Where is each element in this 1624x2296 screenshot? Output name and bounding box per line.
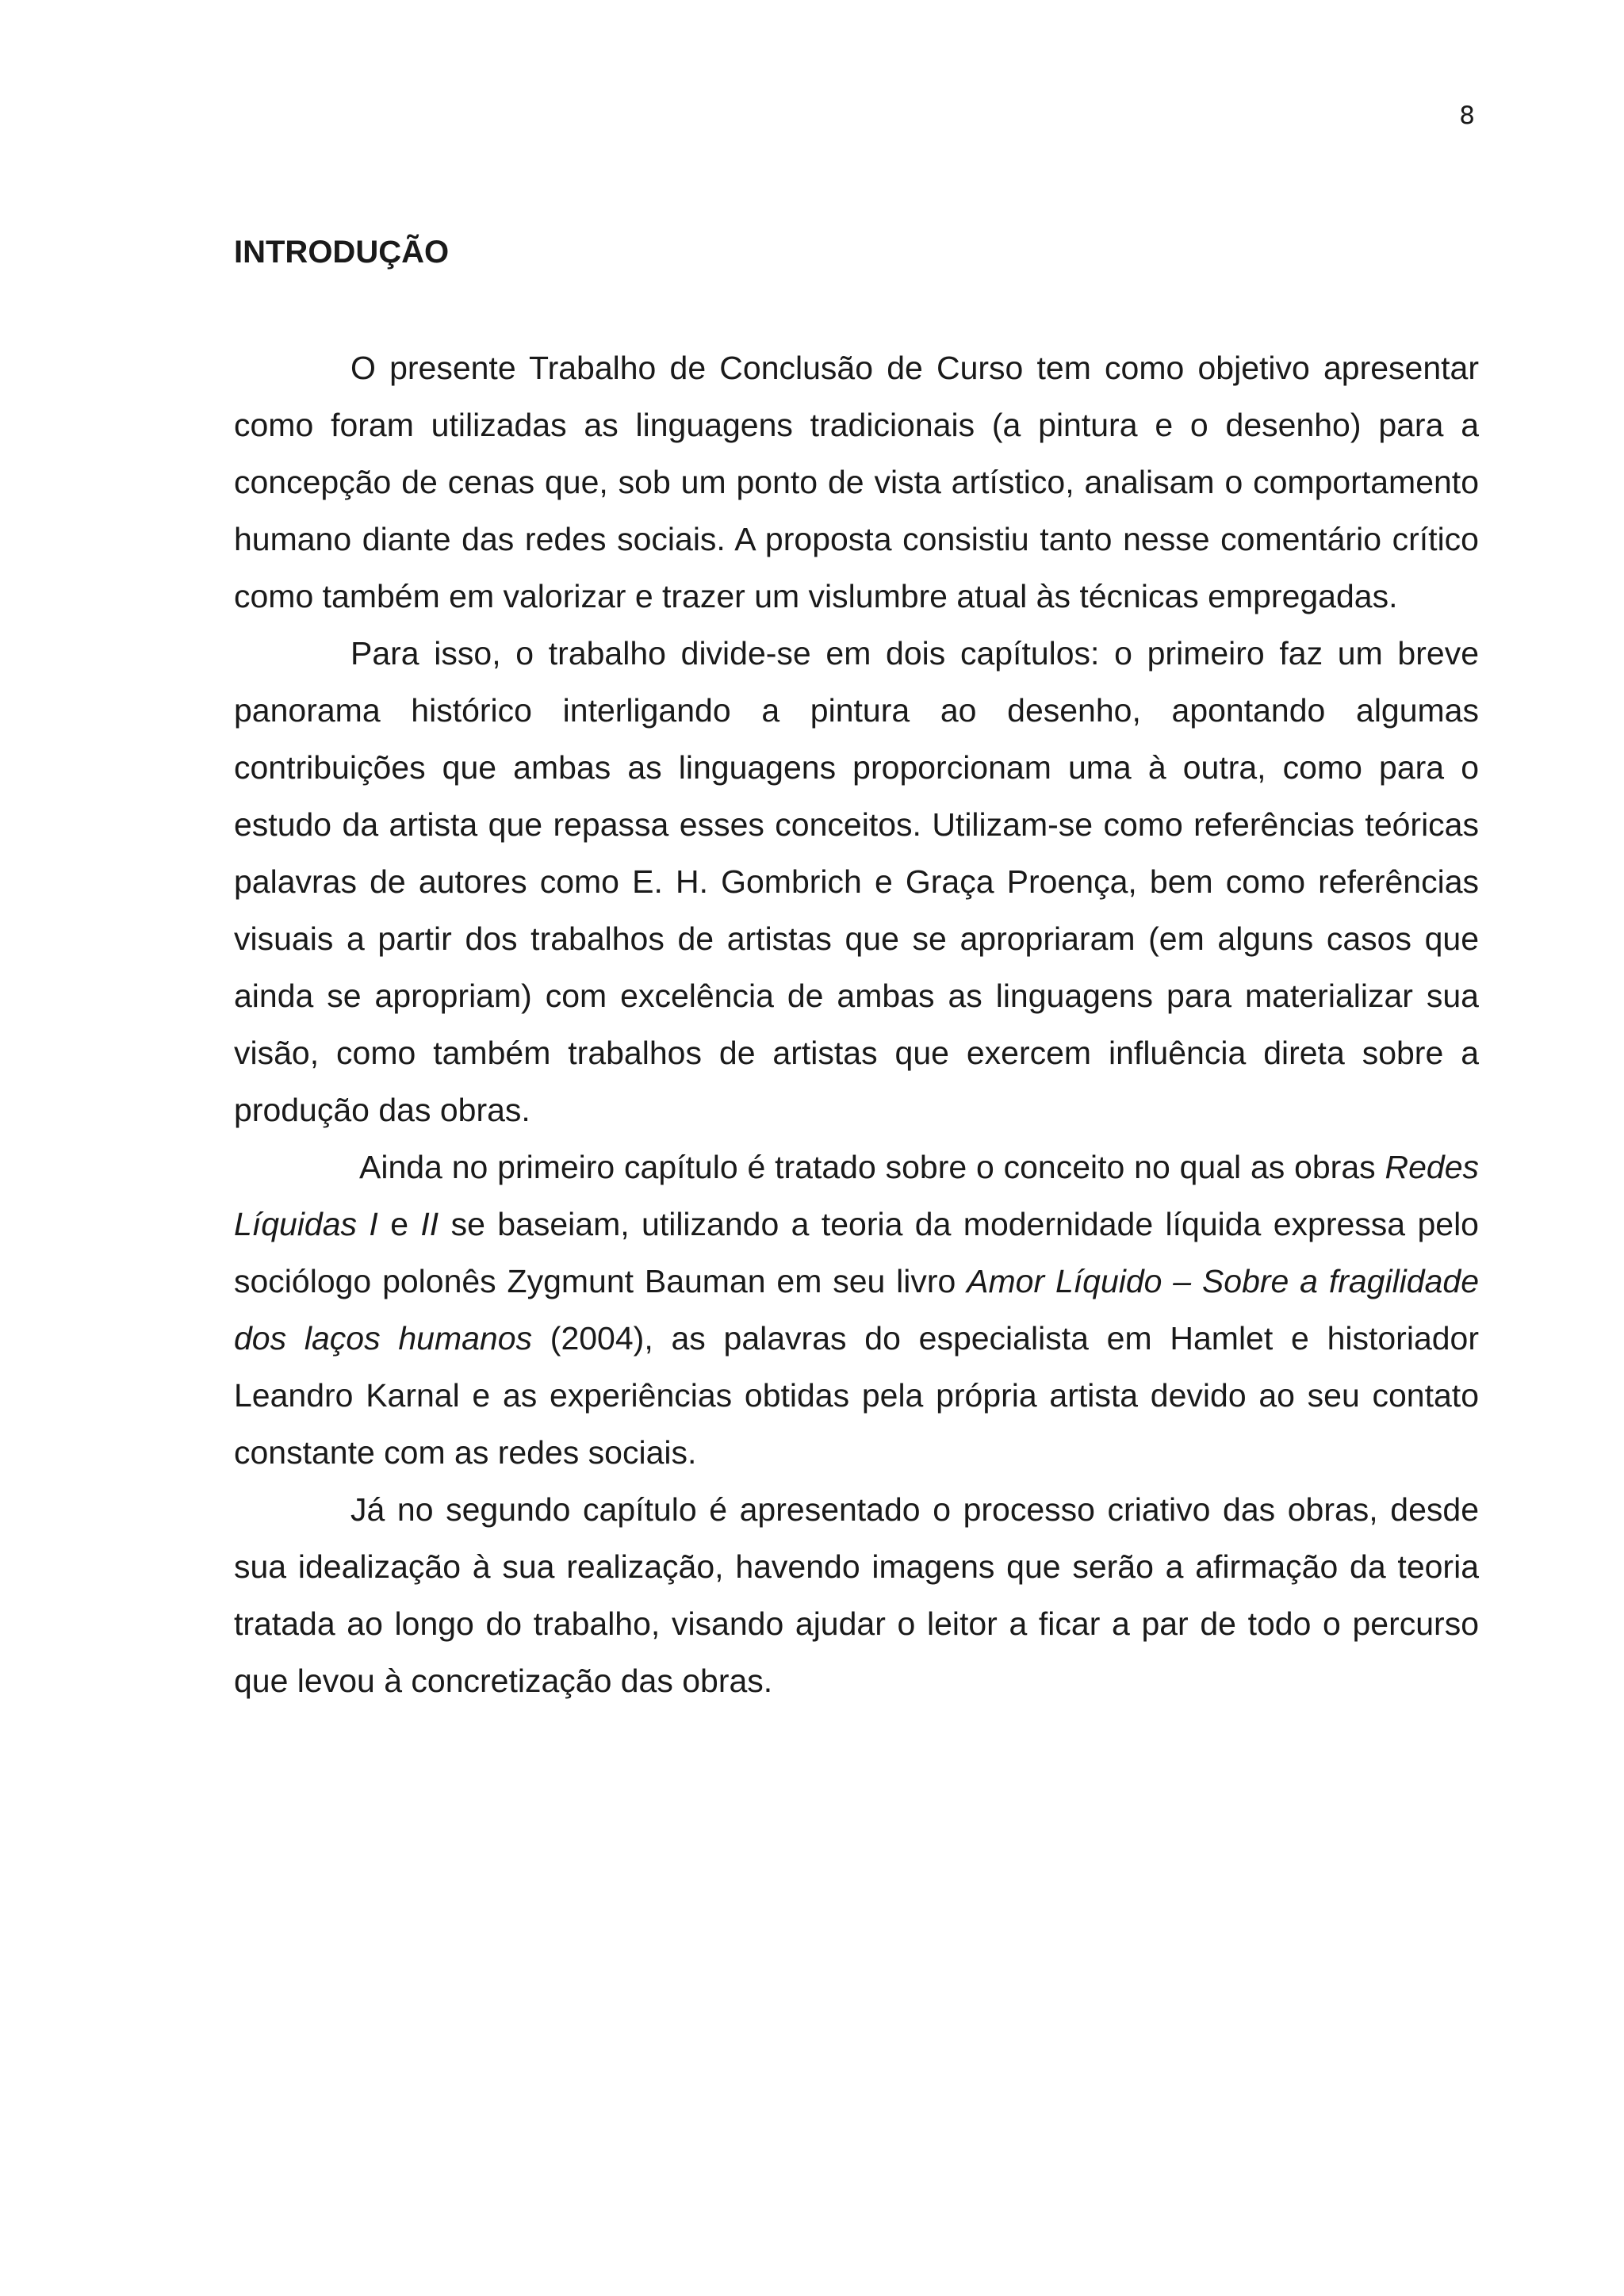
paragraph-2: Para isso, o trabalho divide-se em dois capítulos: o primeiro faz um breve panorama histórico interligando a pintura ao desenho, apontando algumas contribuições que ambas as linguagens proporcionam uma à outra, como para o estudo da artista que repassa esses conceitos. Utilizam-se como referências teóricas palavras de autores como E. H. Gombrich e Graça Proença, bem como referências visuais a partir dos trabalhos de artistas que se apropriaram (em alguns casos que ainda se apropriam) com excelência de ambas as linguagens para materializar sua visão, como também trabalhos de artistas que exercem influência direta sobre a produção das obras.: [234, 635, 1479, 1128]
paragraph-3-text-a: Ainda no primeiro capítulo é tratado sobre o conceito no qual as obras: [359, 1149, 1385, 1185]
work-title-redes-liquidas-i: Redes Líquidas I: [234, 1149, 1479, 1242]
paragraph-1: O presente Trabalho de Conclusão de Curso tem como objetivo apresentar como foram utilizadas as linguagens tradicionais (a pintura e o desenho) para a concepção de cenas que, sob um ponto de vista artístico, analisam o comportamento humano diante das redes sociais. A proposta consistiu tanto nesse comentário crítico como também em valorizar e trazer um vislumbre atual às técnicas empregadas.: [234, 350, 1479, 614]
paragraph-3-text-e: se baseiam, utilizando a teoria da modernidade líquida expressa pelo sociólogo polonês Zygmunt Bauman em seu livro: [234, 1206, 1479, 1299]
paragraph-3-text-g: (2004), as palavras do especialista em Hamlet e historiador Leandro Karnal e as experiências obtidas pela própria artista devido ao seu contato constante com as redes sociais.: [234, 1320, 1480, 1471]
section-heading: INTRODUÇÃO: [234, 235, 450, 270]
paragraph-4: Já no segundo capítulo é apresentado o processo criativo das obras, desde sua idealização à sua realização, havendo imagens que serão a afirmação da teoria tratada ao longo do trabalho, visando ajudar o leitor a ficar a par de todo o percurso que levou à concretização das obras.: [234, 1491, 1479, 1699]
paragraph-3-text-c: e: [377, 1206, 421, 1242]
body-text: [234, 339, 1479, 1709]
paragraph-3: [234, 1138, 1479, 1481]
page-number: 8: [1459, 101, 1475, 130]
book-title-amor-liquido: Amor Líquido – Sobre a fragilidade dos laços humanos: [234, 1263, 1480, 1357]
work-title-ii: II: [420, 1206, 439, 1242]
